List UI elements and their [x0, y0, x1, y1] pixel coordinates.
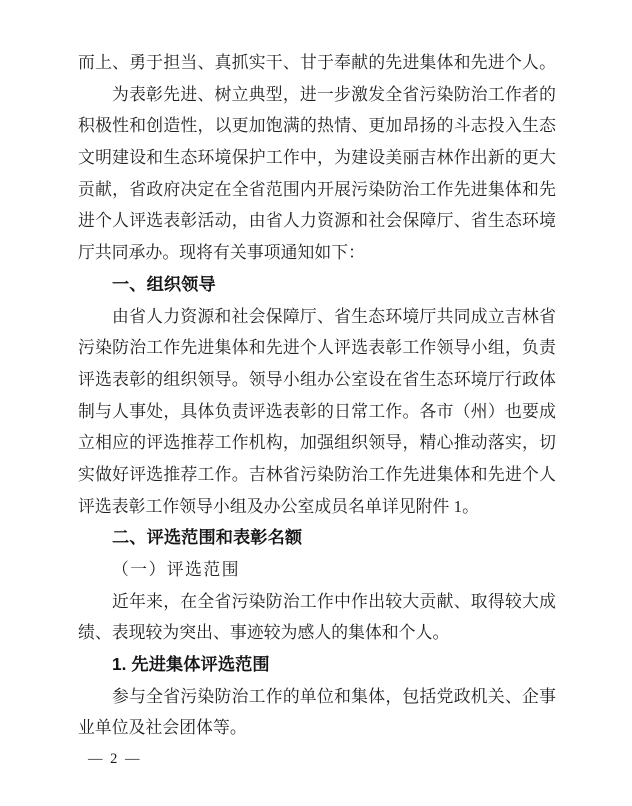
text-line: 评选表彰工作领导小组及办公室成员名单详见附件 1。 — [78, 496, 480, 516]
text-line: 污染防治工作先进集体和先进个人评选表彰工作领导小组，负责 — [78, 338, 556, 358]
text-line: 文明建设和生态环境保护工作中，为建设美丽吉林作出新的更大 — [78, 148, 556, 168]
text-line: 实做好评选推荐工作。吉林省污染防治工作先进集体和先进个人 — [78, 464, 556, 484]
page-number: — 2 — — [88, 751, 142, 767]
text-line: 近年来，在全省污染防治工作中作出较大贡献、取得较大成 — [112, 591, 556, 611]
document-body — [78, 47, 556, 744]
text-line: 由省人力资源和社会保障厅、省生态环境厅共同成立吉林省 — [112, 306, 556, 326]
text-line: 参与全省污染防治工作的单位和集体，包括党政机关、企事 — [112, 686, 556, 706]
text-line: 立相应的评选推荐工作机构，加强组织领导，精心推动落实，切 — [78, 433, 556, 453]
text-line: 绩、表现较为突出、事迹较为感人的集体和个人。 — [78, 623, 450, 643]
text-line: 业单位及社会团体等。 — [78, 718, 247, 738]
text-line: 制与人事处，具体负责评选表彰的日常工作。各市（州）也要成 — [78, 401, 556, 421]
text-line: （一）评选范围 — [112, 560, 240, 579]
text-line: 而上、勇于担当、真抓实干、甘于奉献的先进集体和先进个人。 — [78, 53, 556, 72]
text-line: 贡献，省政府决定在全省范围内开展污染防治工作先进集体和先 — [78, 179, 556, 199]
section-heading: 1. 先进集体评选范围 — [112, 654, 270, 675]
text-line: 厅共同承办。现将有关事项通知如下： — [78, 243, 365, 263]
text-line: 评选表彰的组织领导。领导小组办公室设在省生态环境厅行政体 — [78, 369, 556, 389]
section-heading: 二、评选范围和表彰名额 — [112, 527, 303, 548]
section-heading: 一、组织领导 — [112, 273, 216, 294]
text-line: 进个人评选表彰活动，由省人力资源和社会保障厅、省生态环境 — [78, 211, 556, 231]
text-line: 积极性和创造性，以更加饱满的热情、更加昂扬的斗志投入生态 — [78, 116, 556, 136]
text-line: 为表彰先进、树立典型，进一步激发全省污染防治工作者的 — [112, 84, 556, 104]
